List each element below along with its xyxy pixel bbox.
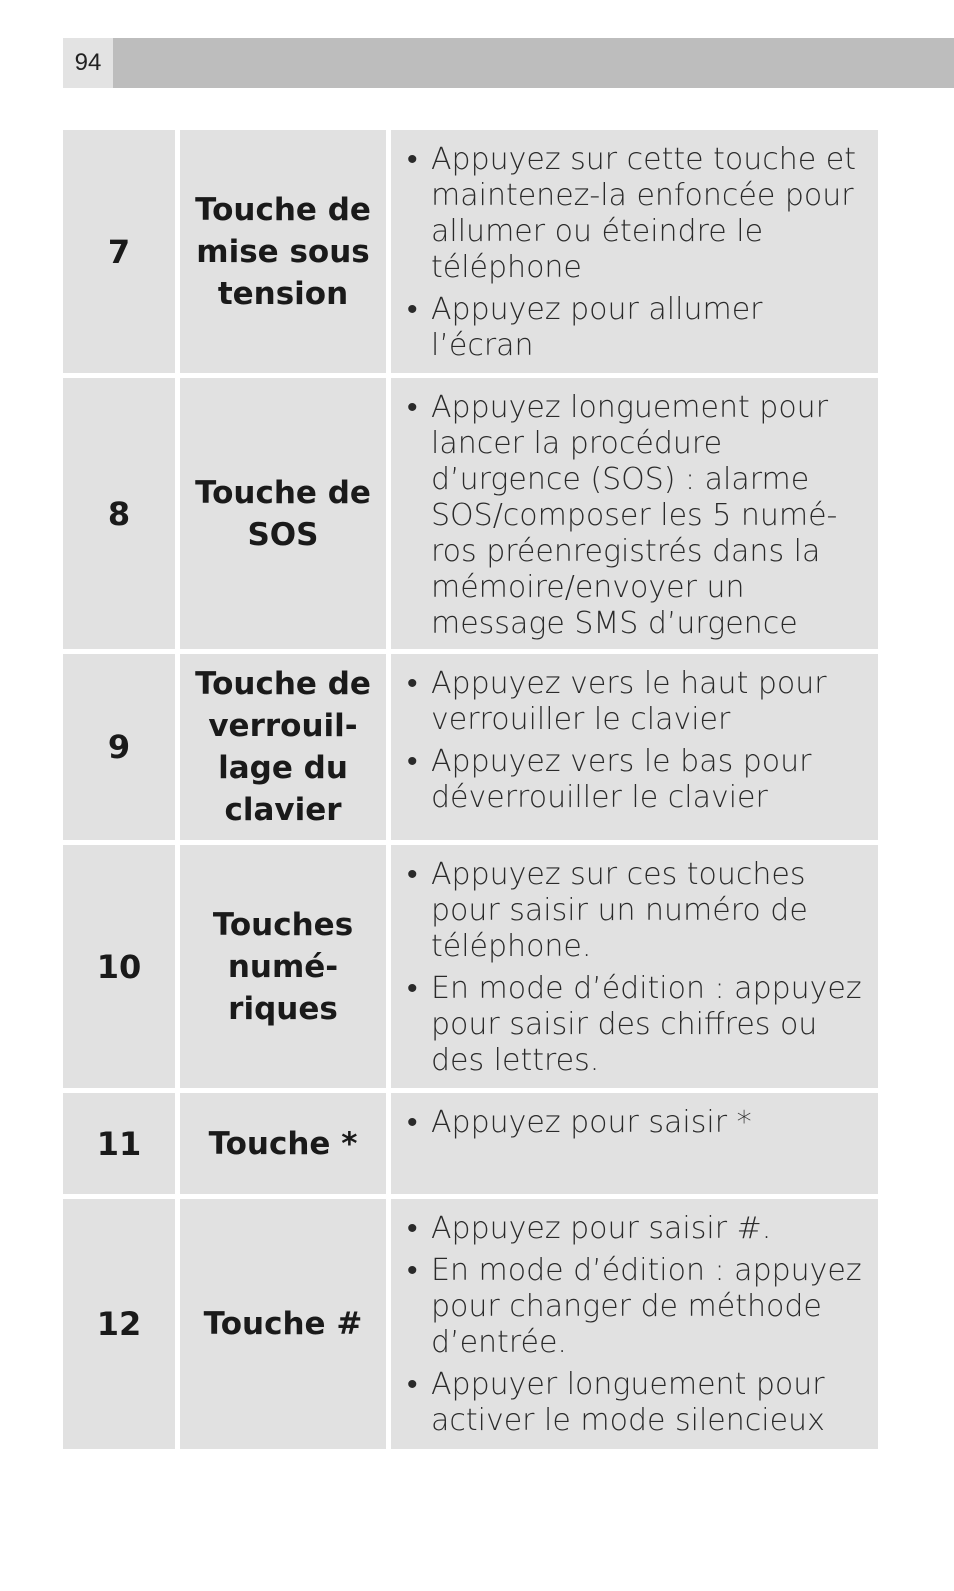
page-header bbox=[63, 38, 954, 88]
key-description bbox=[391, 1199, 878, 1449]
list-item: • Appuyez sur ces touches pour saisir un numéro de téléphone. bbox=[405, 857, 870, 965]
key-name: Touche de mise sous tension bbox=[180, 130, 386, 373]
key-number: 7 bbox=[63, 130, 175, 373]
list-item: • Appuyez pour saisir * bbox=[405, 1105, 870, 1141]
list-item: • Appuyez vers le bas pour déverrouiller le clavier bbox=[405, 744, 870, 816]
key-number: 10 bbox=[63, 845, 175, 1088]
key-number: 9 bbox=[63, 654, 175, 840]
table-row bbox=[63, 845, 878, 1088]
table-row bbox=[63, 654, 878, 840]
key-number: 12 bbox=[63, 1199, 175, 1449]
key-name: Touches numé-riques bbox=[180, 845, 386, 1088]
list-item: • Appuyez pour saisir #. bbox=[405, 1211, 870, 1247]
key-description bbox=[391, 378, 878, 649]
keys-table bbox=[63, 130, 878, 1454]
header-bar-fill bbox=[113, 38, 954, 88]
key-name: Touche de verrouil-lage du clavier bbox=[180, 654, 386, 840]
list-item: • Appuyez pour allumer l’écran bbox=[405, 292, 870, 364]
table-row bbox=[63, 378, 878, 649]
key-description bbox=[391, 130, 878, 373]
page-number: 94 bbox=[63, 38, 113, 88]
list-item: • En mode d’édition : appuyez pour saisir des chiffres ou des lettres. bbox=[405, 971, 870, 1079]
key-name: Touche de SOS bbox=[180, 378, 386, 649]
list-item: • Appuyez sur cette touche et maintenez-la enfoncée pour allumer ou éteindre le téléphone bbox=[405, 142, 870, 286]
key-description bbox=[391, 845, 878, 1088]
list-item: • En mode d’édition : appuyez pour changer de méthode d’entrée. bbox=[405, 1253, 870, 1361]
key-description bbox=[391, 1093, 878, 1194]
key-number: 8 bbox=[63, 378, 175, 649]
table-row bbox=[63, 130, 878, 373]
key-name: Touche # bbox=[180, 1199, 386, 1449]
table-row bbox=[63, 1093, 878, 1194]
table-row bbox=[63, 1199, 878, 1449]
key-name: Touche * bbox=[180, 1093, 386, 1194]
list-item: • Appuyer longuement pour activer le mode silencieux bbox=[405, 1367, 870, 1439]
key-description bbox=[391, 654, 878, 840]
key-number: 11 bbox=[63, 1093, 175, 1194]
list-item: • Appuyez longuement pour lancer la procédure d’urgence (SOS) : alarme SOS/composer les 5 numé-ros préenregistrés dans la mémoire/envoyer un message SMS d’urgence bbox=[405, 390, 870, 642]
list-item: • Appuyez vers le haut pour verrouiller le clavier bbox=[405, 666, 870, 738]
